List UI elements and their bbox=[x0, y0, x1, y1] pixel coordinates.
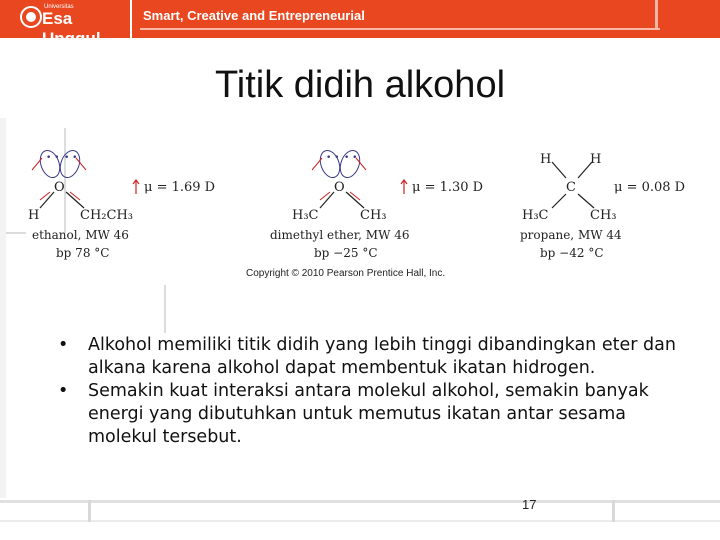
right-group: CH₃ bbox=[360, 208, 387, 223]
svg-text:• •: • • bbox=[46, 153, 60, 163]
list-item bbox=[58, 380, 678, 449]
bullet-list bbox=[58, 334, 678, 449]
center-atom: O bbox=[54, 180, 65, 195]
molecule-name: propane, MW 44 bbox=[520, 228, 622, 242]
right-group: CH₂CH₃ bbox=[80, 208, 133, 223]
boiling-point: bp −42 °C bbox=[540, 246, 604, 260]
dipole-moment: μ = 1.30 D bbox=[412, 180, 484, 195]
slide-title: Titik didih alkohol bbox=[214, 64, 506, 106]
page-number: 17 bbox=[522, 497, 537, 512]
boiling-point-figure bbox=[20, 142, 720, 286]
logo-emblem-icon bbox=[20, 6, 42, 28]
center-atom: C bbox=[566, 180, 576, 195]
top-right-atom: H bbox=[590, 152, 602, 167]
frame-vertical-line bbox=[88, 500, 91, 522]
figure-copyright: Copyright © 2010 Pearson Prentice Hall, Inc. bbox=[246, 268, 446, 279]
top-left-atom: H bbox=[540, 152, 552, 167]
header-banner bbox=[0, 0, 720, 48]
frame-vertical-line bbox=[612, 500, 615, 522]
dipole-moment: μ = 0.08 D bbox=[614, 180, 686, 195]
molecule-dimethyl-ether bbox=[272, 142, 502, 274]
tagline: Smart, Creative and Entrepreneurial bbox=[143, 8, 365, 23]
ethanol-structure-icon bbox=[20, 142, 250, 274]
bullet-text: Semakin kuat interaksi antara molekul alkohol, semakin banyak energi yang dibutuhkan untuk memutus ikatan antar sesama molekul tersebut. bbox=[88, 381, 649, 447]
left-group: H₃C bbox=[522, 208, 549, 223]
right-group: CH₃ bbox=[590, 208, 617, 223]
molecule-propane bbox=[518, 142, 720, 274]
bullet-text: Alkohol memiliki titik didih yang lebih tinggi dibandingkan eter dan alkana karena alkohol dapat membentuk ikatan hidrogen. bbox=[88, 335, 676, 378]
molecule-ethanol bbox=[20, 142, 250, 274]
svg-text:• •: • • bbox=[64, 153, 78, 163]
center-atom: O bbox=[334, 180, 345, 195]
dipole-moment: μ = 1.69 D bbox=[144, 180, 216, 195]
svg-text:• •: • • bbox=[344, 153, 358, 163]
molecule-name: ethanol, MW 46 bbox=[32, 228, 129, 242]
header-divider bbox=[140, 28, 660, 30]
frame-vertical-line bbox=[164, 285, 166, 333]
bullet-marker: • bbox=[58, 335, 69, 355]
left-group: H₃C bbox=[292, 208, 319, 223]
molecule-name: dimethyl ether, MW 46 bbox=[270, 228, 410, 242]
left-group: H bbox=[28, 208, 40, 223]
bullet-marker: • bbox=[58, 381, 69, 401]
logo-small-text: Universitas bbox=[44, 4, 74, 10]
header-accent-line bbox=[655, 0, 658, 30]
svg-text:• •: • • bbox=[326, 153, 340, 163]
boiling-point: bp 78 °C bbox=[56, 246, 110, 260]
list-item bbox=[58, 334, 678, 380]
boiling-point: bp −25 °C bbox=[314, 246, 378, 260]
frame-left-bar bbox=[0, 118, 6, 498]
university-logo bbox=[0, 0, 132, 48]
logo-name: Esa Unggul bbox=[42, 9, 101, 48]
